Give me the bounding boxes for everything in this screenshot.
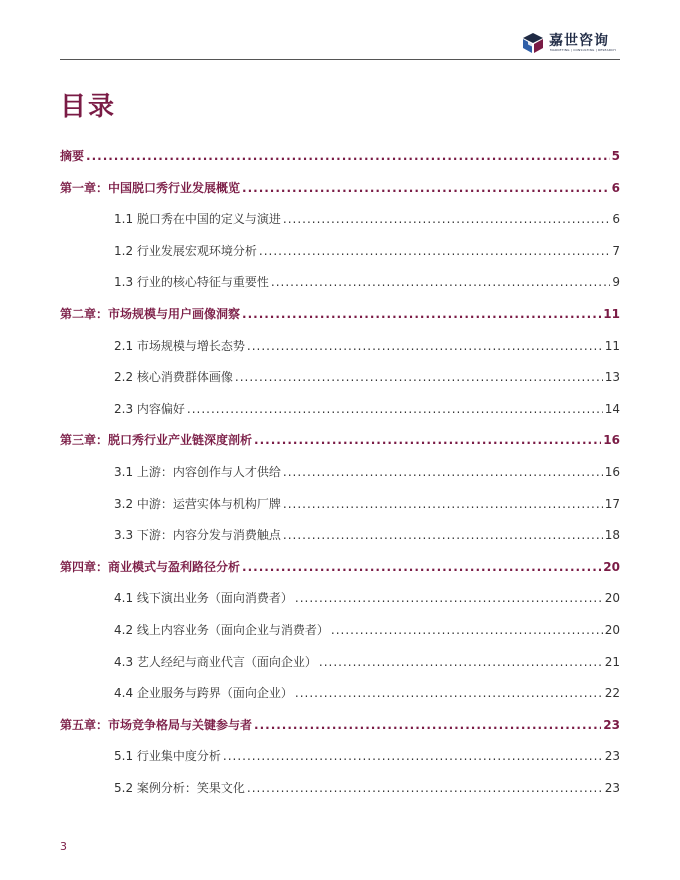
toc-entry-page: 23 xyxy=(603,717,620,732)
toc-entry-page: 6 xyxy=(612,212,620,227)
toc-dot-leader xyxy=(187,402,603,416)
toc-entry-page: 21 xyxy=(604,654,620,669)
logo-company-name: 嘉世咨询 xyxy=(549,33,609,49)
toc-section-entry[interactable] xyxy=(114,463,620,479)
toc-dot-leader xyxy=(295,686,603,700)
toc-dot-leader xyxy=(295,591,603,605)
toc-entry-page: 9 xyxy=(612,275,620,290)
toc-entry-label: 第五章：市场竞争格局与关键参与者 xyxy=(60,717,253,732)
toc-dot-leader xyxy=(271,275,610,289)
toc-entry-page: 23 xyxy=(604,749,620,764)
toc-entry-page: 7 xyxy=(612,243,620,258)
toc-entry-label: 摘要 xyxy=(60,149,85,163)
logo-cube-icon xyxy=(521,32,545,54)
toc-dot-leader xyxy=(283,528,603,542)
toc-section-entry[interactable] xyxy=(114,273,620,289)
toc-entry-label: 3.3 下游：内容分发与消费触点 xyxy=(114,528,281,543)
toc-dot-leader xyxy=(283,497,603,511)
toc-entry-page: 20 xyxy=(603,559,620,574)
toc-section-entry[interactable] xyxy=(114,621,620,637)
toc-entry-label: 4.1 线下演出业务（面向消费者） xyxy=(114,591,293,606)
toc-entry-label: 2.2 核心消费群体画像 xyxy=(114,370,233,385)
toc-chapter-entry[interactable] xyxy=(60,558,620,574)
toc-entry-label: 1.2 行业发展宏观环境分析 xyxy=(114,243,257,258)
toc-entry-label: 1.3 行业的核心特征与重要性 xyxy=(114,275,269,290)
toc-entry-label: 2.3 内容偏好 xyxy=(114,401,185,416)
toc-section-entry[interactable] xyxy=(114,684,620,700)
toc-dot-leader xyxy=(319,655,603,669)
toc-chapter-entry[interactable] xyxy=(60,431,620,447)
toc-chapter-entry[interactable] xyxy=(60,147,620,163)
toc-entry-page: 22 xyxy=(604,686,620,701)
toc-section-entry[interactable] xyxy=(114,653,620,669)
toc-dot-leader xyxy=(283,465,603,479)
toc-entry-page: 20 xyxy=(604,591,620,606)
toc-section-entry[interactable] xyxy=(114,747,620,763)
toc-dot-leader xyxy=(242,307,601,321)
toc-dot-leader xyxy=(242,181,610,195)
toc-dot-leader xyxy=(86,149,610,163)
toc-entry-label: 3.1 上游：内容创作与人才供给 xyxy=(114,465,281,479)
toc-entry-page: 6 xyxy=(611,180,620,195)
toc-entry-label: 4.2 线上内容业务（面向企业与消费者） xyxy=(114,623,329,637)
toc-section-entry[interactable] xyxy=(114,242,620,258)
toc-entry-label: 第一章：中国脱口秀行业发展概览 xyxy=(60,180,241,195)
toc-section-entry[interactable] xyxy=(114,400,620,416)
toc-entry-page: 23 xyxy=(604,781,620,795)
toc-chapter-entry[interactable] xyxy=(60,305,620,321)
toc-entry-label: 3.2 中游：运营实体与机构厂牌 xyxy=(114,496,281,511)
toc-entry-page: 14 xyxy=(604,401,620,416)
toc-entry-label: 第二章：市场规模与用户画像洞察 xyxy=(60,307,241,321)
toc-entry-page: 16 xyxy=(603,433,620,448)
toc-entry-page: 11 xyxy=(604,338,620,353)
toc-dot-leader xyxy=(247,339,603,353)
toc-entry-label: 4.4 企业服务与跨界（面向企业） xyxy=(114,686,293,701)
toc-entry-label: 第四章：商业模式与盈利路径分析 xyxy=(60,559,241,574)
toc-entry-label: 4.3 艺人经纪与商业代言（面向企业） xyxy=(114,654,317,669)
toc-entry-page: 11 xyxy=(603,307,620,321)
toc-dot-leader xyxy=(247,781,603,795)
toc-dot-leader xyxy=(223,749,603,763)
toc-entry-label: 5.1 行业集中度分析 xyxy=(114,749,221,764)
toc-dot-leader xyxy=(242,560,601,574)
toc-chapter-entry[interactable] xyxy=(60,716,620,732)
toc-entry-page: 17 xyxy=(604,496,620,511)
toc-entry-page: 13 xyxy=(604,370,620,385)
company-logo xyxy=(521,30,621,56)
logo-tagline: MARKETING | CONSULTING | RESEARCH xyxy=(550,48,616,52)
toc-entry-page: 16 xyxy=(604,465,620,479)
toc-entry-label: 第三章：脱口秀行业产业链深度剖析 xyxy=(60,433,253,448)
toc-title: 目录 xyxy=(60,92,117,122)
toc-section-entry[interactable] xyxy=(114,495,620,511)
toc-dot-leader xyxy=(254,718,601,732)
toc-dot-leader xyxy=(254,433,601,447)
toc-chapter-entry[interactable] xyxy=(60,179,620,195)
header-divider xyxy=(60,59,620,60)
toc-section-entry[interactable] xyxy=(114,210,620,226)
page-number: 3 xyxy=(60,840,67,853)
toc-entry-page: 20 xyxy=(604,623,620,637)
toc-entry-label: 2.1 市场规模与增长态势 xyxy=(114,338,245,353)
toc-section-entry[interactable] xyxy=(114,526,620,542)
toc-dot-leader xyxy=(259,244,610,258)
toc-entry-label: 1.1 脱口秀在中国的定义与演进 xyxy=(114,212,281,227)
toc-dot-leader xyxy=(331,623,603,637)
toc-entry-page: 18 xyxy=(604,528,620,543)
toc-section-entry[interactable] xyxy=(114,779,620,795)
toc-dot-leader xyxy=(235,370,603,384)
toc-entry-label: 5.2 案例分析：笑果文化 xyxy=(114,781,245,795)
toc-section-entry[interactable] xyxy=(114,589,620,605)
toc-section-entry[interactable] xyxy=(114,337,620,353)
toc-dot-leader xyxy=(283,212,610,226)
toc-section-entry[interactable] xyxy=(114,368,620,384)
toc-entry-page: 5 xyxy=(611,149,620,163)
